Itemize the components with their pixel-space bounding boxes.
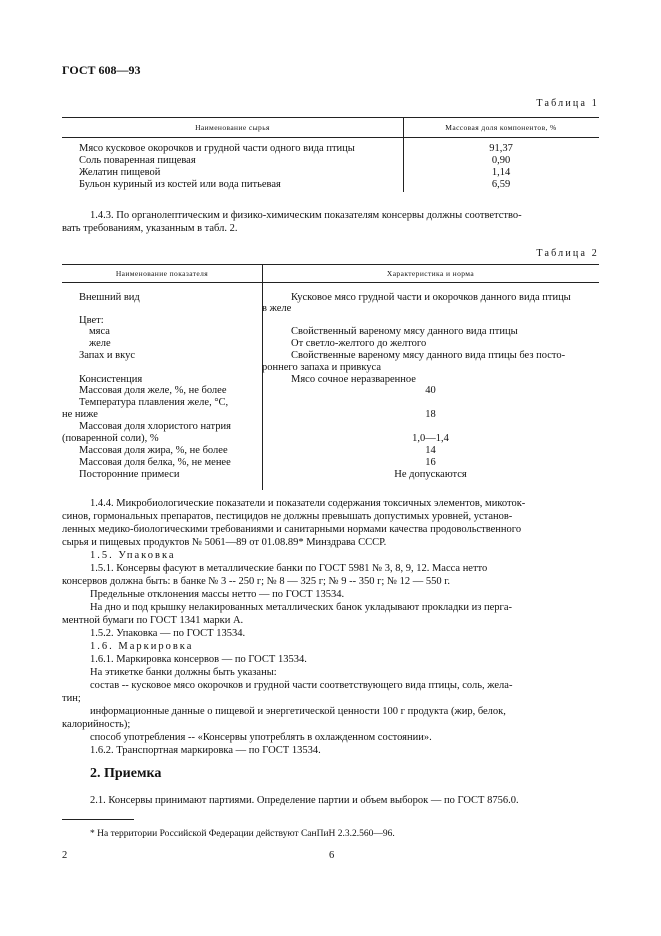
table2-param: Массовая доля жира, %, не более: [79, 445, 228, 456]
table2-param: желе: [89, 338, 111, 349]
paragraph-1-6-1-line: информационные данные о пищевой и энергетической ценности 100 г продукта (жир, белок,: [90, 706, 506, 717]
table2-norm: 1,0—1,4: [412, 433, 449, 444]
table2-param: Массовая доля хлористого натрия: [79, 421, 231, 432]
table2-norm: Свойственный вареному мясу данного вида птицы: [291, 326, 518, 337]
table1-row-value: 0,90: [491, 155, 511, 166]
page-number-left: 2: [62, 850, 68, 861]
paragraph-1-5-1-line: ментной бумаги по ГОСТ 1341 марки А.: [62, 615, 244, 626]
table2-param: Внешний вид: [79, 292, 140, 303]
table1-row-value: 6,59: [491, 179, 511, 190]
table2-param: Консистенция: [79, 374, 143, 385]
table2-param: Массовая доля белка, %, не менее: [79, 457, 231, 468]
subsection-packing-title: 1.5. Упаковка: [90, 550, 176, 561]
table2-norm: Мясо сочное неразваренное: [291, 374, 416, 385]
paragraph-1-6-1-line: состав -- кусковое мясо окорочков и грудной части соответствующего вида птицы, соль, жела-: [90, 680, 513, 691]
table1-row-name: Мясо кусковое окорочков и грудной части одного вида птицы: [79, 143, 355, 154]
footnote-rule: [62, 819, 134, 820]
table2-norm: 16: [425, 457, 436, 468]
subsection-marking-title: 1.6. Маркировка: [90, 641, 194, 652]
paragraph-1-5-1-line: консервов должна быть: в банке № 3 -- 250 г; № 8 — 325 г; № 9 -- 350 г; № 12 — 550 г.: [62, 576, 450, 587]
table2-param: Посторонние примеси: [79, 469, 180, 480]
document-header: ГОСТ 608—93: [62, 63, 141, 77]
paragraph-1-6-1-line: На этикетке банки должны быть указаны:: [90, 667, 277, 678]
table1-top-rule: [62, 117, 599, 118]
table1-row-value: 91,37: [489, 143, 513, 154]
paragraph-1-4-3-line: 1.4.3. По органолептическим и физико-химическим показателям консервы должны соответство-: [90, 210, 522, 221]
paragraph-1-5-2: 1.5.2. Упаковка — по ГОСТ 13534.: [90, 628, 246, 639]
table2-caption: Таблица 2: [536, 248, 599, 259]
paragraph-1-6-1: 1.6.1. Маркировка консервов — по ГОСТ 13534.: [90, 654, 307, 665]
table2-top-rule: [62, 264, 599, 265]
table2-norm: Не допускаются: [394, 469, 467, 480]
table1-row-name: Желатин пищевой: [79, 167, 161, 178]
table2-norm: От светло-желтого до желтого: [291, 338, 427, 349]
table2-param: Температура плавления желе, °С,: [79, 397, 229, 408]
table2-param: Запах и вкус: [79, 350, 136, 361]
table2-header-value: Характеристика и норма: [386, 269, 475, 278]
table2-norm: Свойственные вареному мясу данного вида птицы без посто-: [291, 350, 566, 361]
table1-header-rule: [62, 137, 599, 138]
paragraph-1-4-4-line: сырья и пищевых продуктов № 5061—89 от 01.08.89* Минздрава СССР.: [62, 537, 387, 548]
section-2-title: 2. Приемка: [90, 766, 162, 781]
table2-norm: 14: [425, 445, 436, 456]
table2-header-rule: [62, 282, 599, 283]
paragraph-1-4-3-line: вать требованиям, указанным в табл. 2.: [62, 223, 238, 234]
table2-param: (поваренной соли), %: [62, 433, 159, 444]
table1-caption: Таблица 1: [536, 98, 599, 109]
table1-header-name: Наименование сырья: [195, 123, 270, 132]
paragraph-1-4-4-line: 1.4.4. Микробиологические показатели и показатели содержания токсичных элементов, микоток-: [90, 498, 526, 509]
table2-header-name: Наименование показателя: [115, 269, 209, 278]
paragraph-1-5-1-line: Предельные отклонения массы нетто — по ГОСТ 13534.: [90, 589, 345, 600]
table2-norm: 18: [425, 409, 436, 420]
paragraph-1-6-2: 1.6.2. Транспортная маркировка — по ГОСТ 13534.: [90, 745, 321, 756]
table2-norm: роннего запаха и привкуса: [262, 362, 382, 373]
table2-param: Цвет:: [79, 315, 104, 326]
table2-param: мяса: [89, 326, 110, 337]
paragraph-1-4-4-line: ленных медико-биологическими требованиями и санитарными нормами качества продовольственного: [62, 524, 522, 535]
paragraph-1-4-4-line: синов, гормональных препаратов, пестицидов не должны превышать допустимых уровней, установ-: [62, 511, 513, 522]
paragraph-1-5-1-line: На дно и под крышку нелакированных металлических банок укладывают прокладки из перга-: [90, 602, 513, 613]
paragraph-1-6-1-line: тин;: [62, 693, 81, 704]
paragraph-2-1: 2.1. Консервы принимают партиями. Определение партии и объем выборок — по ГОСТ 8756.0.: [90, 795, 519, 806]
table1-row-name: Соль поваренная пищевая: [79, 155, 196, 166]
table2-norm: в желе: [262, 303, 292, 314]
page-number-center: 6: [329, 850, 335, 861]
footnote: * На территории Российской Федерации действуют СанПиН 2.3.2.560—96.: [90, 829, 395, 839]
paragraph-1-5-1-line: 1.5.1. Консервы фасуют в металлические банки по ГОСТ 5981 № 3, 8, 9, 12. Масса нетто: [90, 563, 488, 574]
table1-header-value: Массовая доля компонентов, %: [445, 123, 557, 132]
paragraph-1-6-1-line: калорийность);: [62, 719, 131, 730]
table2-param: не ниже: [62, 409, 98, 420]
paragraph-1-6-1-line: способ употребления -- «Консервы употреблять в охлажденном состоянии».: [90, 732, 432, 743]
table2-norm: 40: [425, 385, 436, 396]
table1-row-value: 1,14: [491, 167, 511, 178]
table2-param: Массовая доля желе, %, не более: [79, 385, 227, 396]
table2-norm: Кусковое мясо грудной части и окорочков данного вида птицы: [291, 292, 571, 303]
table1-row-name: Бульон куриный из костей или вода питьевая: [79, 179, 281, 190]
